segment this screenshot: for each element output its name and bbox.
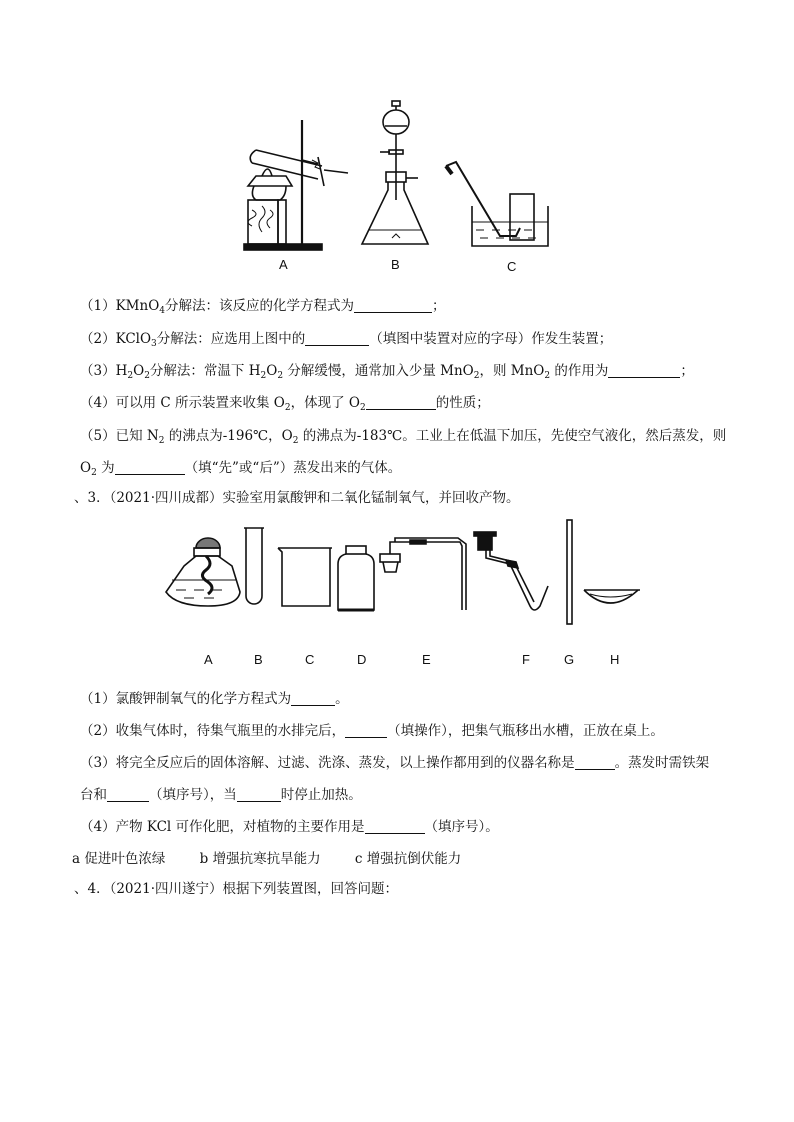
figure2-label-b: B: [254, 652, 263, 667]
q2-item-3: $(3)H_2O_2$分解法：常温下 $H_2O_2$ 分解缓慢，通常加入少量 MnO$_2$，则 MnO$_2$ 的作用为 ；: [80, 363, 694, 381]
q3-item-3-cont: 台和 （填序号），当 时停止加热。: [80, 787, 362, 803]
figure2-label-a: A: [204, 652, 213, 667]
q3-item-2: （2）收集气体时，待集气瓶里的水排完后， （填操作），把集气瓶移出水槽，正放在桌上。: [80, 723, 664, 739]
answer-blank[interactable]: [575, 755, 615, 770]
figure2-label-f: F: [522, 652, 530, 667]
q3-item-4: （4）产物 KCl 可作化肥，对植物的主要作用是 （填序号）。: [80, 819, 499, 835]
answer-blank[interactable]: [305, 331, 369, 346]
q2-item-1: （1）KMnO$_4$分解法：该反应的化学方程式为 ；: [80, 298, 446, 316]
figure2-label-g: G: [564, 652, 575, 667]
q3-item-1: （1）氯酸钾制氧气的化学方程式为 。: [80, 691, 349, 707]
figure1-label-c: C: [507, 259, 517, 274]
figure1-label-a: A: [279, 257, 288, 272]
answer-blank[interactable]: [365, 819, 425, 834]
figure-apparatus-1: [0, 0, 794, 270]
figure1-label-b: B: [391, 257, 400, 272]
q2-item-4: （4）可以用 C 所示装置来收集 $O_2$，体现了 $O_2$ 的性质；: [80, 395, 490, 413]
answer-blank[interactable]: [237, 787, 281, 802]
answer-blank[interactable]: [107, 787, 149, 802]
q3-item-3: （3）将完全反应后的固体溶解、过滤、洗涤、蒸发，以上操作都用到的仪器名称是 。蒸发时需铁架: [80, 755, 710, 771]
answer-blank[interactable]: [115, 460, 185, 475]
option-c[interactable]: c 增强抗倒伏能力: [354, 851, 462, 867]
option-b[interactable]: b 增强抗寒抗旱能力: [199, 851, 321, 867]
q4-heading: 、4．（2021·四川遂宁）根据下列装置图，回答问题：: [74, 881, 398, 897]
q3-options: [72, 850, 461, 868]
q2-item-2: （2）KClO$_3$分解法：应选用上图中的 （填图中装置对应的字母）作发生装置；: [80, 331, 613, 349]
q2-item-5: （5）已知 $N_2$ 的沸点为-196℃，$O_2$ 的沸点为-183℃。工业上在低温下加压，先使空气液化，然后蒸发，则: [80, 428, 727, 446]
figure2-label-d: D: [357, 652, 367, 667]
answer-blank[interactable]: [366, 395, 436, 410]
figure2-label-h: H: [610, 652, 620, 667]
answer-blank[interactable]: [345, 723, 387, 738]
figure2-label-e: E: [422, 652, 431, 667]
answer-blank[interactable]: [291, 691, 335, 706]
figure2-label-c: C: [305, 652, 315, 667]
q2-item-5-cont: $O_2$ 为 （填“先”或“后”）蒸发出来的气体。: [80, 460, 402, 478]
q3-heading: 、3．（2021·四川成都）实验室用氯酸钾和二氧化锰制氧气，并回收产物。: [74, 490, 520, 506]
answer-blank[interactable]: [354, 298, 432, 313]
answer-blank[interactable]: [608, 363, 680, 378]
option-a[interactable]: a 促进叶色浓绿: [72, 851, 166, 867]
figure-apparatus-2: [0, 510, 794, 650]
